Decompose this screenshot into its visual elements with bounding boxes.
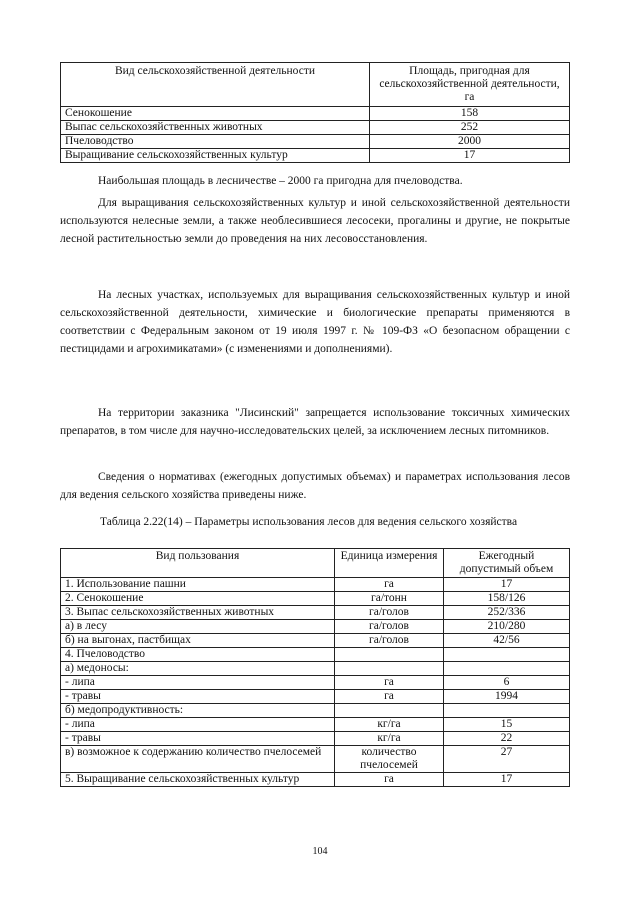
- table-row: [61, 606, 570, 620]
- table2-cell: [335, 648, 444, 662]
- table-row: [61, 648, 570, 662]
- table2-cell: - травы: [61, 690, 335, 704]
- table2-header-unit: Единица измерения: [335, 549, 444, 578]
- table2-header-annual-volume: Ежегодный допустимый объем: [444, 549, 570, 578]
- table1-header-area: Площадь, пригодная для сельскохозяйственной деятельности, га: [370, 63, 570, 107]
- agricultural-area-table: [60, 62, 570, 163]
- table2-cell: - липа: [61, 718, 335, 732]
- table1-header-activity: Вид сельскохозяйственной деятельности: [61, 63, 370, 107]
- table2-cell: га/голов: [335, 606, 444, 620]
- table2-header-use-type: Вид пользования: [61, 549, 335, 578]
- table2-cell: 210/280: [444, 620, 570, 634]
- table2-caption: Таблица 2.22(14) – Параметры использования лесов для ведения сельского хозяйства: [100, 516, 518, 528]
- table-row: [61, 620, 570, 634]
- page-number: 104: [312, 846, 328, 857]
- table2-cell: б) медопродуктивность:: [61, 704, 335, 718]
- table2-cell: 3. Выпас сельскохозяйственных животных: [61, 606, 335, 620]
- paragraph-reserve-restriction: На территории заказника "Лисинский" запрещается использование токсичных химических препаратов, в том числе для научно-исследовательских целей, за исключением лесных питомников.: [60, 407, 570, 437]
- table-row: [61, 732, 570, 746]
- table2-cell: [444, 662, 570, 676]
- table-row: [61, 773, 570, 787]
- table2-cell: - липа: [61, 676, 335, 690]
- table1-cell: 17: [370, 149, 570, 163]
- table-row: [61, 107, 570, 121]
- table2-cell: га/тонн: [335, 592, 444, 606]
- table2-cell: [444, 704, 570, 718]
- table-row: [61, 746, 570, 773]
- table2-cell: кг/га: [335, 718, 444, 732]
- table2-cell: 42/56: [444, 634, 570, 648]
- forest-use-parameters-table: [60, 548, 570, 787]
- table2-cell: га/голов: [335, 634, 444, 648]
- table2-cell: а) медоносы:: [61, 662, 335, 676]
- table1-cell: 252: [370, 121, 570, 135]
- table2-cell: 158/126: [444, 592, 570, 606]
- table2-cell: [444, 648, 570, 662]
- table2-cell: 15: [444, 718, 570, 732]
- table2-cell: [335, 662, 444, 676]
- table-row: [61, 718, 570, 732]
- table2-cell: 1994: [444, 690, 570, 704]
- table2-cell: га: [335, 578, 444, 592]
- table2-cell: количество пчелосемей: [335, 746, 444, 773]
- table2-cell: кг/га: [335, 732, 444, 746]
- table1-cell: Выращивание сельскохозяйственных культур: [61, 149, 370, 163]
- table-row: [61, 662, 570, 676]
- table2-cell: 17: [444, 773, 570, 787]
- table2-cell: 252/336: [444, 606, 570, 620]
- table-row: [61, 676, 570, 690]
- table2-cell: 22: [444, 732, 570, 746]
- table-row: [61, 135, 570, 149]
- table2-cell: 5. Выращивание сельскохозяйственных культур: [61, 773, 335, 787]
- table-row: [61, 690, 570, 704]
- table1-cell: Пчеловодство: [61, 135, 370, 149]
- table2-cell: 27: [444, 746, 570, 773]
- table2-cell: 6: [444, 676, 570, 690]
- table2-cell: 2. Сенокошение: [61, 592, 335, 606]
- table1-cell: 158: [370, 107, 570, 121]
- table1-cell: 2000: [370, 135, 570, 149]
- table1-cell: Сенокошение: [61, 107, 370, 121]
- table2-cell: - травы: [61, 732, 335, 746]
- table2-cell: га/голов: [335, 620, 444, 634]
- paragraph-norms-intro: Сведения о нормативах (ежегодных допустимых объемах) и параметрах использования лесов для ведения сельского хозяйства приведены ниже.: [60, 471, 570, 501]
- paragraph-nonforest-lands: Для выращивания сельскохозяйственных культур и иной сельскохозяйственной деятельности используются нелесные земли, а также необлесившиеся лесосеки, прогалины и другие, не покрытые лесной растительностью земли до проведения на них лесовосстановления.: [60, 197, 570, 245]
- table-row: [61, 149, 570, 163]
- table-row: [61, 121, 570, 135]
- table2-cell: [335, 704, 444, 718]
- paragraph-largest-area: Наибольшая площадь в лесничестве – 2000 га пригодна для пчеловодства.: [98, 175, 463, 187]
- table-row: [61, 704, 570, 718]
- table1-cell: Выпас сельскохозяйственных животных: [61, 121, 370, 135]
- table2-cell: 17: [444, 578, 570, 592]
- table-row: [61, 592, 570, 606]
- table2-cell: а) в лесу: [61, 620, 335, 634]
- table2-cell: 1. Использование пашни: [61, 578, 335, 592]
- table2-cell: б) на выгонах, пастбищах: [61, 634, 335, 648]
- table2-cell: 4. Пчеловодство: [61, 648, 335, 662]
- table-row: [61, 578, 570, 592]
- table2-cell: га: [335, 676, 444, 690]
- table2-cell: в) возможное к содержанию количество пчелосемей: [61, 746, 335, 773]
- table-row: [61, 634, 570, 648]
- table2-cell: га: [335, 690, 444, 704]
- table2-cell: га: [335, 773, 444, 787]
- paragraph-chemicals-law: На лесных участках, используемых для выращивания сельскохозяйственных культур и иной сельскохозяйственной деятельности, химические и биологические препараты применяются в соответствии с Федеральным законом от 19 июля 1997 г. № 109-ФЗ «О безопасном обращении с пестицидами и агрохимикатами» (с изменениями и дополнениями).: [60, 289, 570, 355]
